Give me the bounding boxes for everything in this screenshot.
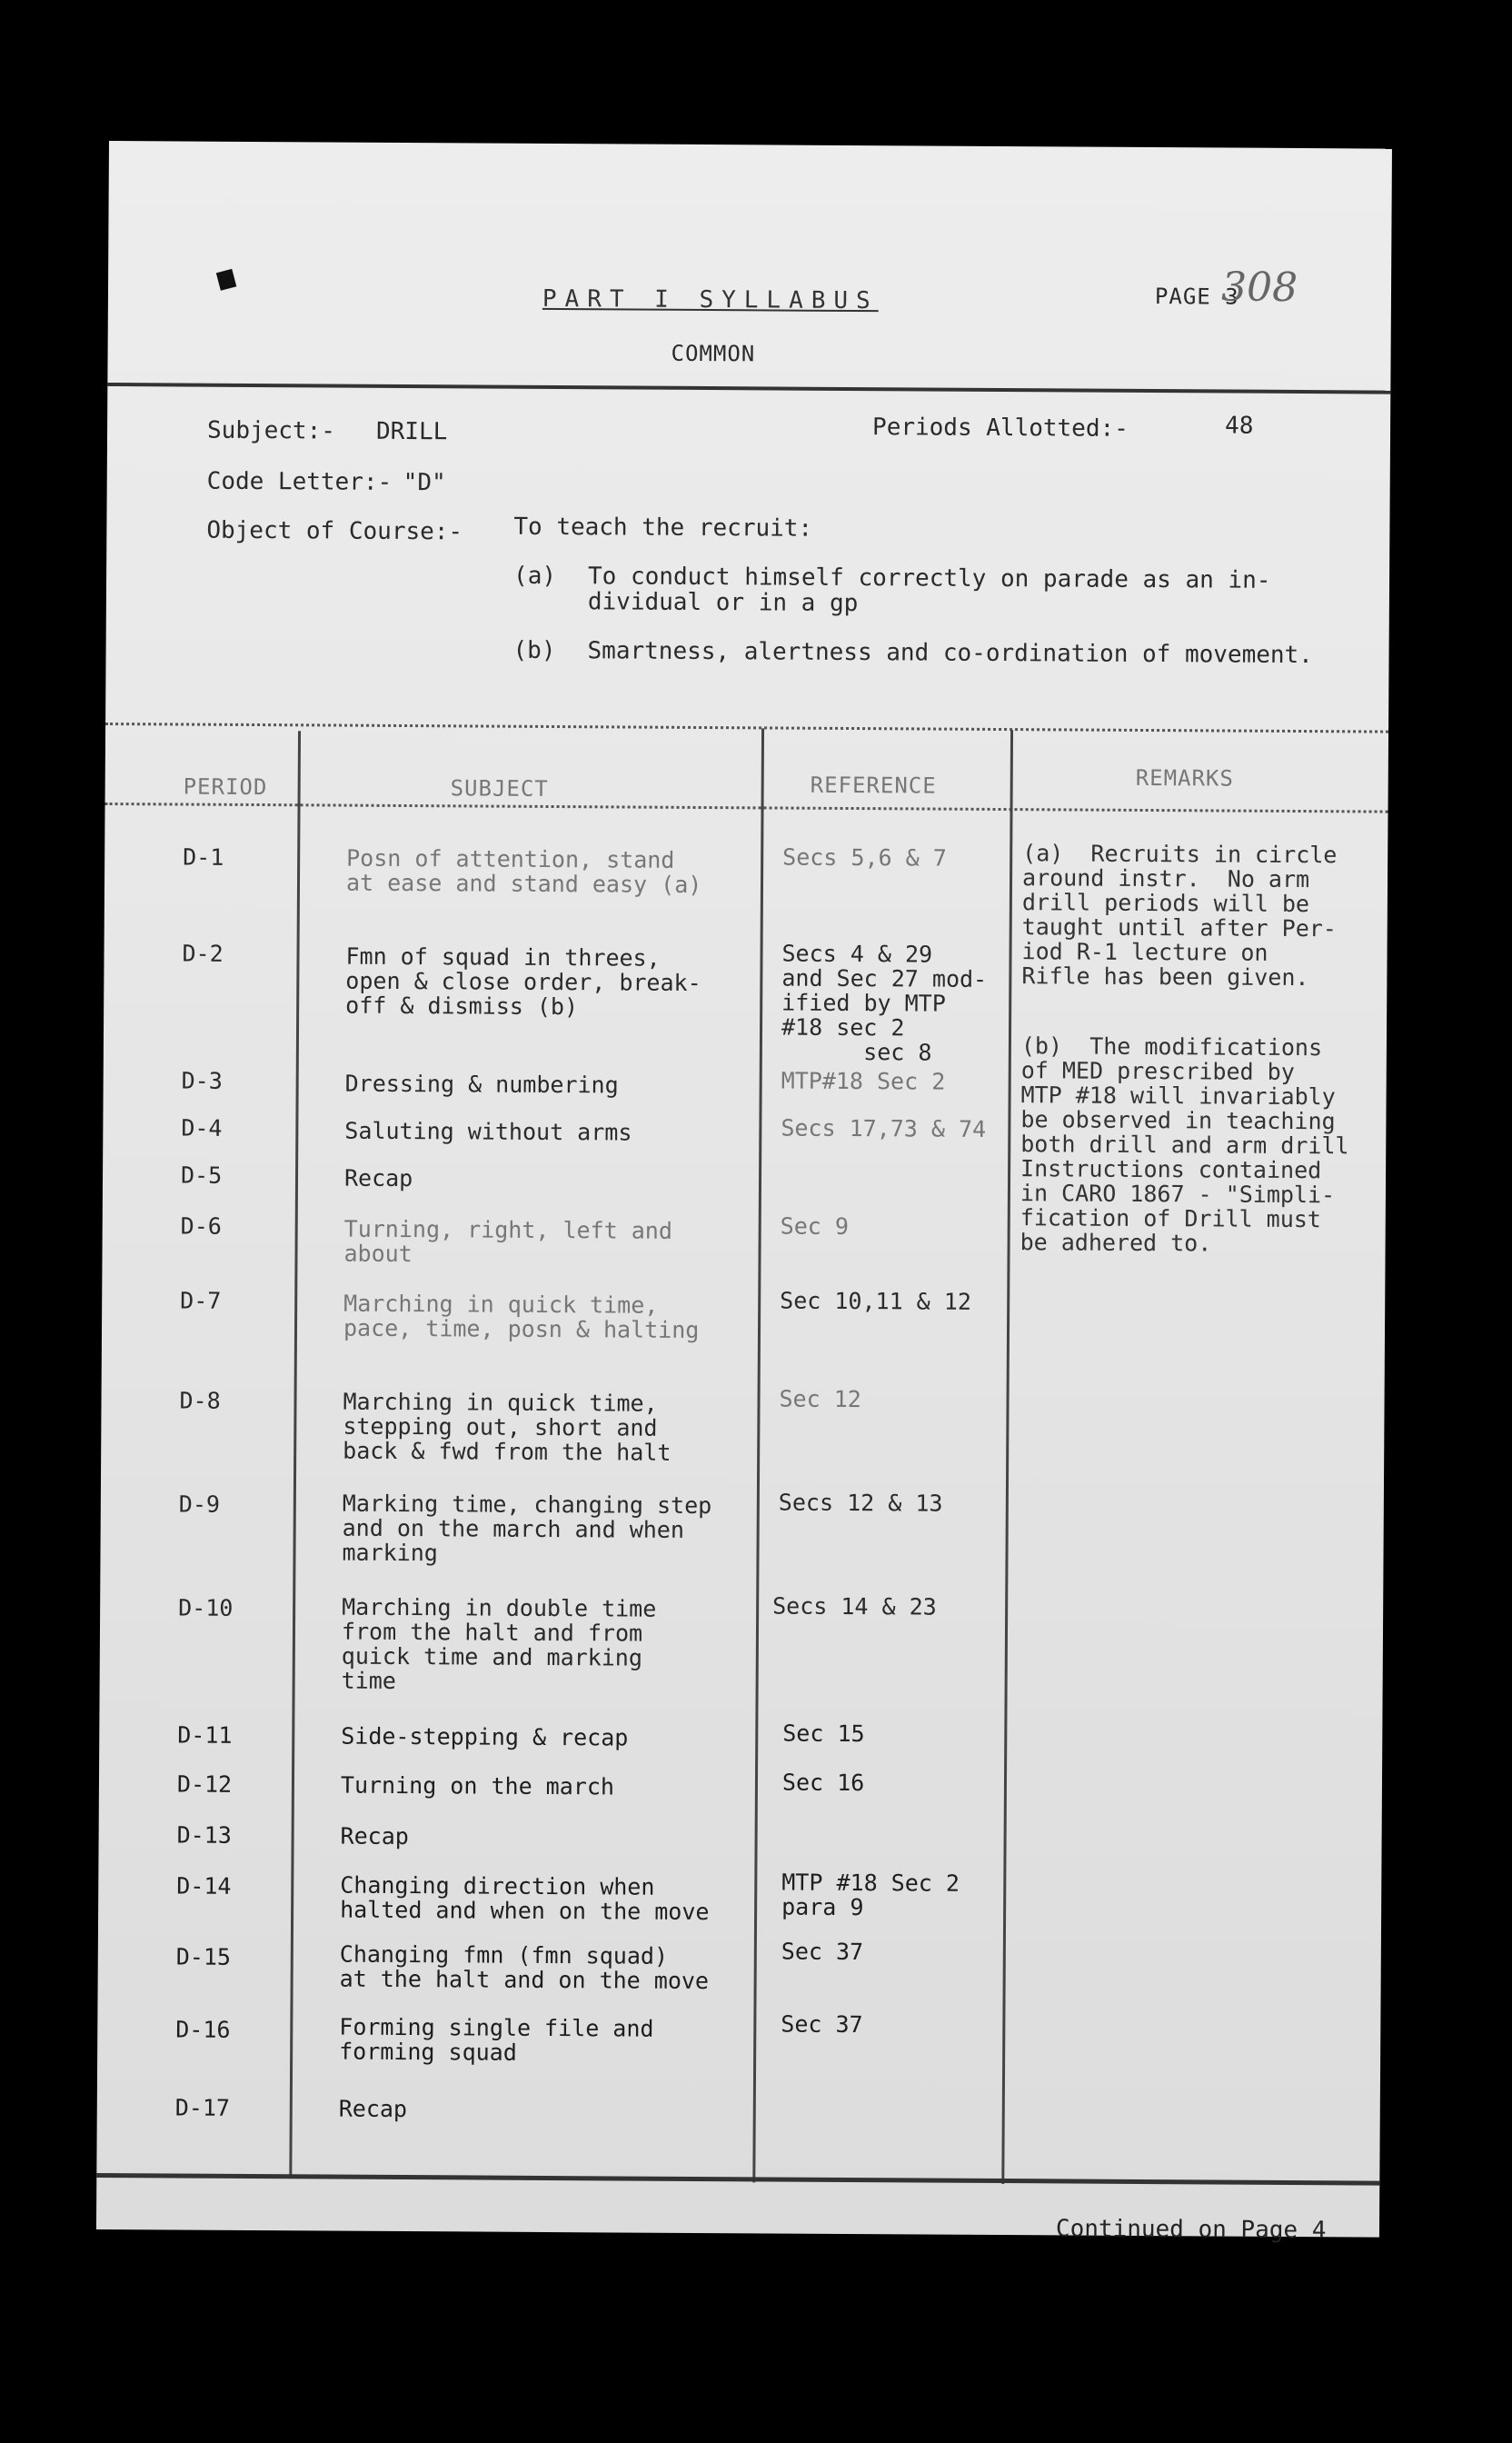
row-period: D-7	[180, 1287, 222, 1314]
column-divider	[289, 731, 301, 2176]
continued-note: Continued on Page 4	[1055, 2215, 1327, 2245]
column-header-subject: SUBJECT	[450, 775, 549, 802]
row-subject: Forming single file and forming squad	[339, 2013, 654, 2066]
row-reference: MTP #18 Sec 2 para 9	[781, 1869, 960, 1921]
row-reference: Sec 16	[781, 1769, 865, 1797]
row-reference: Sec 37	[781, 1938, 864, 1966]
row-period: D-11	[177, 1721, 233, 1749]
periods-allotted-value: 48	[1225, 412, 1254, 440]
column-divider	[1001, 730, 1013, 2184]
row-reference: Secs 17,73 & 74	[781, 1114, 987, 1142]
row-subject: Marching in quick time, pace, time, posn & halting	[343, 1290, 700, 1343]
row-period: D-10	[178, 1594, 234, 1621]
row-subject: Marching in quick time, stepping out, short and back & fwd from the halt	[343, 1388, 671, 1466]
header-divider	[107, 383, 1390, 394]
row-reference: Secs 5,6 & 7	[782, 843, 947, 872]
remarks-b: (b) The modifications of MED prescribed by MTP #18 will invariably be observed in teaching both drill and arm drill Instructions contained in CARO 1867 - "Simpli- fication of Drill must be adhered to.	[1020, 1032, 1349, 1257]
row-subject: Posn of attention, stand at ease and stand easy (a)	[345, 844, 702, 898]
row-period: D-16	[175, 2016, 231, 2043]
row-subject: Turning on the march	[340, 1771, 615, 1800]
row-reference: Sec 37	[781, 2010, 863, 2039]
row-period: D-1	[183, 843, 224, 871]
objective-a-marker: (a)	[512, 562, 557, 591]
objective-a-line1: To conduct himself correctly on parade as an in-	[587, 563, 1271, 594]
row-period: D-12	[176, 1770, 233, 1798]
page-label: PAGE 3	[1154, 284, 1239, 310]
objective-a-line2: dividual or in a gp	[587, 588, 859, 618]
row-reference: Sec 12	[779, 1385, 861, 1413]
objective-b-marker: (b)	[512, 636, 556, 665]
row-reference: MTP#18 Sec 2	[781, 1067, 946, 1095]
object-of-course-value: To teach the recruit:	[513, 513, 813, 543]
row-subject: Marching in double time from the halt and from quick time and marking time	[341, 1593, 657, 1694]
row-subject: Recap	[340, 1822, 409, 1850]
row-subject: Fmn of squad in threes, open & close order, break- off & dismiss (b)	[345, 942, 701, 1021]
row-reference: Secs 4 & 29 and Sec 27 mod- ified by MTP #18 sec 2 sec 8	[781, 940, 988, 1066]
column-divider	[752, 728, 764, 2182]
row-subject: Side-stepping & recap	[341, 1722, 629, 1751]
document-page	[96, 141, 1392, 2245]
row-period: D-17	[174, 2094, 231, 2121]
row-subject: Changing direction when halted and when on the move	[340, 1871, 710, 1926]
row-subject: Marking time, changing step and on the march and when marking	[342, 1490, 712, 1567]
punch-mark	[216, 269, 236, 291]
table-bottom-rule	[96, 2173, 1379, 2186]
column-header-period: PERIOD	[183, 773, 268, 801]
row-period: D-8	[179, 1387, 221, 1414]
row-reference: Secs 12 & 13	[778, 1489, 943, 1517]
row-period: D-3	[181, 1067, 223, 1094]
periods-allotted-label: Periods Allotted:-	[871, 414, 1129, 443]
row-subject: Turning, right, left and about	[343, 1215, 673, 1268]
row-period: D-4	[181, 1114, 223, 1142]
row-period: D-15	[175, 1943, 232, 1970]
page-title: PART I SYLLABUS	[542, 284, 879, 315]
objective-b-line1: Smartness, alertness and co-ordination of movement.	[587, 637, 1313, 670]
handwritten-page-number: 308	[1220, 264, 1298, 311]
row-period: D-13	[176, 1821, 232, 1849]
row-period: D-14	[176, 1872, 232, 1900]
column-header-remarks: REMARKS	[1135, 764, 1234, 792]
row-period: D-5	[180, 1162, 223, 1189]
row-period: D-6	[180, 1212, 222, 1240]
column-header-reference: REFERENCE	[810, 772, 937, 799]
code-letter-label: Code Letter:-	[206, 467, 393, 496]
row-period: D-2	[182, 940, 224, 967]
object-of-course-label: Object of Course:-	[206, 516, 463, 546]
row-subject: Saluting without arms	[344, 1117, 632, 1146]
row-subject: Changing fmn (fmn squad) at the halt and on the move	[339, 1940, 710, 1995]
row-subject: Recap	[338, 2095, 408, 2123]
row-reference: Sec 10,11 & 12	[780, 1287, 972, 1315]
remarks-a: (a) Recruits in circle around instr. No arm drill periods will be taught until after Per- iod R-1 lecture on Rifle has been given.	[1021, 840, 1338, 992]
row-period: D-9	[178, 1491, 221, 1518]
row-reference: Secs 14 & 23	[772, 1592, 937, 1620]
code-letter-value: "D"	[403, 468, 446, 497]
row-subject: Recap	[343, 1164, 413, 1192]
page-subtitle: COMMON	[671, 340, 756, 367]
subject-value: DRILL	[375, 417, 448, 446]
row-reference: Sec 9	[780, 1212, 850, 1240]
row-reference: Sec 15	[782, 1720, 865, 1748]
subject-label: Subject:-	[206, 416, 336, 445]
row-subject: Dressing & numbering	[344, 1070, 619, 1099]
